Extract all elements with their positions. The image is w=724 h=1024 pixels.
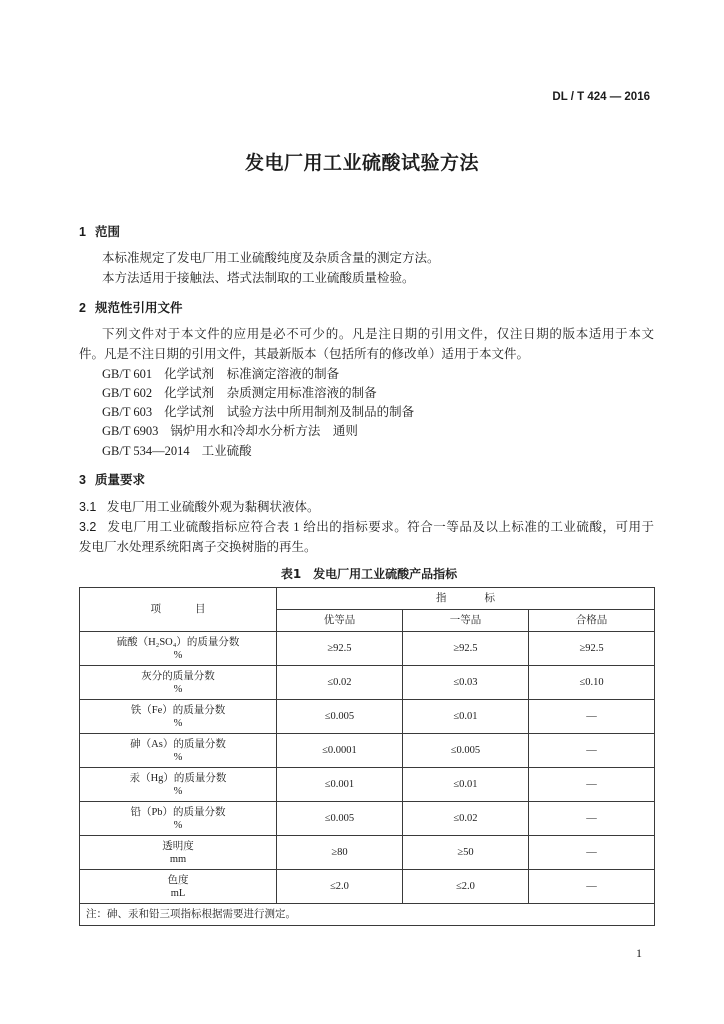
reference-title: 化学试剂 杂质测定用标准溶液的制备	[164, 386, 377, 400]
item-name: 铅（Pb）的质量分数	[130, 806, 226, 818]
value-cell: ≤0.03	[403, 666, 529, 700]
indicator-header-text: 指标	[436, 593, 533, 604]
reference-code: GB/T 602	[102, 386, 153, 400]
value-cell: ≤0.005	[403, 734, 529, 768]
document-title: 发电厂用工业硫酸试验方法	[244, 152, 479, 174]
table-label: 表1	[280, 567, 302, 581]
value-cell: ≤2.0	[277, 870, 403, 904]
value-cell: ≤0.0001	[277, 734, 403, 768]
item-name: 汞（Hg）的质量分数	[129, 772, 227, 784]
item-name: 透明度	[162, 840, 194, 852]
value-cell: ≤0.02	[403, 802, 529, 836]
item-cell	[80, 836, 277, 870]
reference-title: 锅炉用水和冷却水分析方法 通则	[170, 424, 358, 438]
item-unit: %	[173, 717, 183, 729]
table-row	[80, 734, 655, 768]
product-spec-table	[79, 587, 655, 926]
reference-item	[102, 385, 377, 401]
value-cell: —	[529, 700, 655, 734]
value-cell: ≥92.5	[529, 632, 655, 666]
table-note: 注：砷、汞和铅三项指标根据需要进行测定。	[80, 904, 655, 926]
table-row	[80, 666, 655, 700]
item-name: 铁（Fe）的质量分数	[130, 704, 226, 716]
item-cell	[80, 768, 277, 802]
clause-text: 发电厂用工业硫酸外观为黏稠状液体。	[107, 500, 320, 514]
table-row	[80, 870, 655, 904]
item-name: 砷（As）的质量分数	[130, 738, 226, 750]
value-cell: ≤0.10	[529, 666, 655, 700]
section-number: 3	[79, 473, 86, 487]
item-column-header	[80, 588, 277, 632]
section-2-heading	[79, 300, 183, 316]
paragraph-line: 下列文件对于本文件的应用是必不可少的。凡是注日期的引用文件，仅注日期的版本适用于本文	[102, 327, 654, 341]
reference-code: GB/T 534—2014	[102, 444, 190, 458]
value-cell: ≥50	[403, 836, 529, 870]
standard-number: DL / T 424 — 2016	[552, 91, 650, 103]
value-cell: —	[529, 870, 655, 904]
section-title: 规范性引用文件	[95, 300, 183, 315]
section-number: 1	[79, 225, 86, 239]
value-cell: ≥92.5	[277, 632, 403, 666]
item-unit: %	[173, 785, 183, 797]
table-row	[80, 836, 655, 870]
page-number: 1	[636, 946, 642, 960]
item-cell	[80, 734, 277, 768]
section-3-heading	[79, 472, 145, 488]
item-unit: %	[173, 751, 183, 763]
item-cell	[80, 802, 277, 836]
table-header-row	[80, 588, 655, 610]
paragraph-line: 件。凡是不注日期的引用文件，其最新版本（包括所有的修改单）适用于本文件。	[79, 347, 530, 361]
reference-title: 化学试剂 标准滴定溶液的制备	[164, 367, 340, 381]
table-row	[80, 632, 655, 666]
item-name: 色度	[167, 874, 189, 886]
item-cell	[80, 666, 277, 700]
item-unit: %	[173, 683, 183, 695]
table-title: 发电厂用工业硫酸产品指标	[313, 567, 458, 581]
reference-title: 工业硫酸	[201, 444, 252, 458]
paragraph-line: 本方法适用于接触法、塔式法制取的工业硫酸质量检验。	[102, 271, 415, 285]
reference-item	[102, 423, 358, 439]
clause-3-2	[79, 519, 654, 535]
section-number: 2	[79, 301, 86, 315]
value-cell: ≤2.0	[403, 870, 529, 904]
item-name: 硫酸（H₂SO₄）的质量分数	[116, 636, 240, 648]
item-unit: mm	[169, 853, 187, 865]
reference-title: 化学试剂 试验方法中所用制剂及制品的制备	[164, 405, 415, 419]
table-row	[80, 802, 655, 836]
value-cell: —	[529, 836, 655, 870]
item-cell	[80, 632, 277, 666]
value-cell: ≥80	[277, 836, 403, 870]
paragraph-line: 本标准规定了发电厂用工业硫酸纯度及杂质含量的测定方法。	[102, 251, 440, 265]
item-name: 灰分的质量分数	[141, 670, 215, 682]
value-cell: ≥92.5	[403, 632, 529, 666]
value-cell: ≤0.005	[277, 802, 403, 836]
clause-text: 发电厂用工业硫酸指标应符合表 1 给出的指标要求。符合一等品及以上标准的工业硫酸，可用于	[107, 520, 654, 534]
value-cell: —	[529, 768, 655, 802]
value-cell: —	[529, 802, 655, 836]
value-cell: —	[529, 734, 655, 768]
grade-header-superior: 优等品	[277, 610, 403, 632]
section-1-heading	[79, 224, 120, 240]
reference-code: GB/T 6903	[102, 424, 159, 438]
reference-item	[102, 404, 414, 420]
item-unit: %	[173, 649, 183, 661]
clause-number: 3.2	[79, 520, 97, 534]
item-header-text: 项目	[150, 604, 240, 615]
section-title: 质量要求	[95, 472, 146, 487]
indicator-column-header	[277, 588, 655, 610]
grade-header-first: 一等品	[403, 610, 529, 632]
item-unit: %	[173, 819, 183, 831]
reference-code: GB/T 603	[102, 405, 153, 419]
table-caption	[79, 566, 659, 582]
reference-item	[102, 443, 252, 459]
value-cell: ≤0.02	[277, 666, 403, 700]
table-note-row	[80, 904, 655, 926]
value-cell: ≤0.01	[403, 700, 529, 734]
clause-3-1	[79, 499, 320, 515]
value-cell: ≤0.01	[403, 768, 529, 802]
item-unit: mL	[170, 887, 186, 899]
reference-code: GB/T 601	[102, 367, 153, 381]
grade-header-qualified: 合格品	[529, 610, 655, 632]
paragraph-line: 发电厂水处理系统阳离子交换树脂的再生。	[79, 540, 317, 554]
table-row	[80, 768, 655, 802]
table-row	[80, 700, 655, 734]
clause-number: 3.1	[79, 500, 97, 514]
section-title: 范围	[95, 224, 121, 239]
item-cell	[80, 700, 277, 734]
value-cell: ≤0.001	[277, 768, 403, 802]
item-cell	[80, 870, 277, 904]
value-cell: ≤0.005	[277, 700, 403, 734]
reference-item	[102, 366, 339, 382]
